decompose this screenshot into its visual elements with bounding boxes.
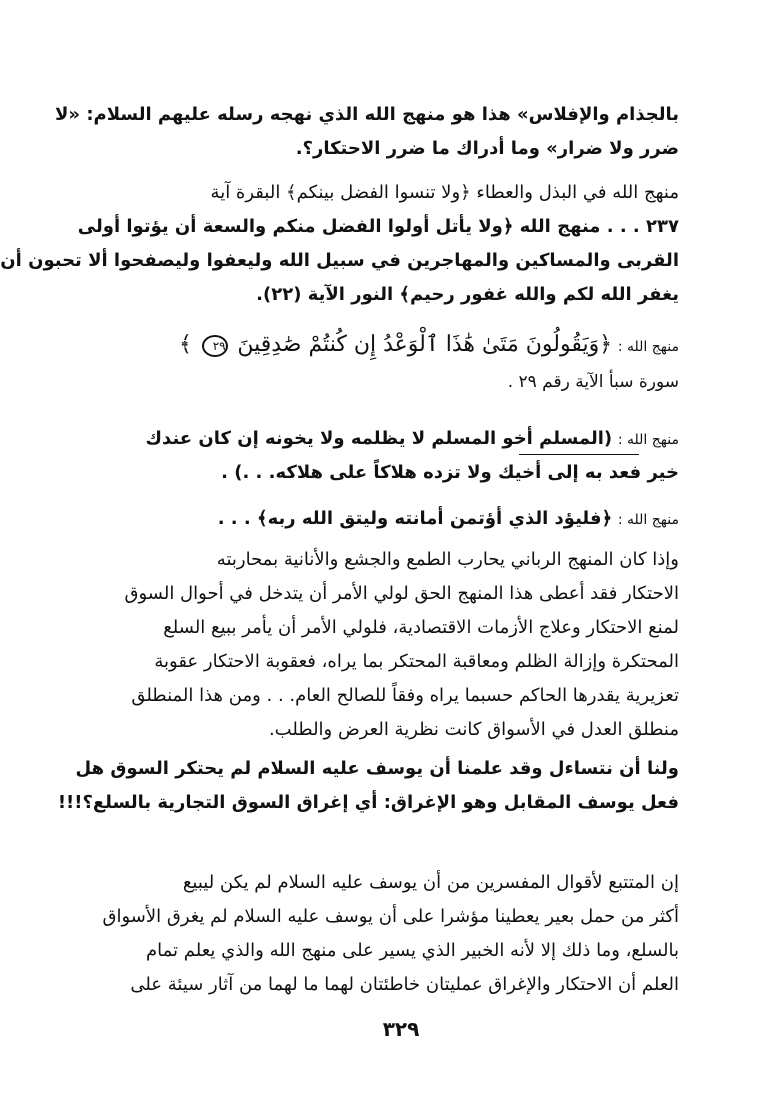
method-label: منهج الله : — [617, 339, 679, 355]
paragraph-5 — [119, 502, 679, 536]
text-line: تعزيرية يقدرها الحاكم حسبما يراه وفقاً للصالح العام. . . ومن هذا المنطلق — [131, 685, 679, 706]
text-line: سورة سبأ الآية رقم ٢٩ . — [507, 372, 679, 392]
text-line: بالجذام والإفلاس» هذا هو منهج الله الذي نهجه رسله عليهم السلام: «لا — [55, 104, 679, 125]
hadith-text: (المسلم أخو المسلم لا يظلمه ولا يخونه إن كان عندك — [145, 428, 613, 449]
paragraph-8 — [102, 866, 679, 1002]
text-line: بالسلع، وما ذلك إلا لأنه الخبير الذي يسير على منهج الله والذي يعلم تمام — [146, 940, 679, 961]
verse-close-bracket: ﴾ — [179, 332, 192, 357]
ayah-number-mark: ٢٩ — [202, 335, 228, 357]
text-line: فعل يوسف المقابل وهو الإغراق: أي إغراق السوق التجارية بالسلع؟!!! — [57, 792, 679, 813]
text-line: منطلق العدل في الأسواق كانت نظرية العرض والطلب. — [268, 719, 679, 740]
text-line: خير فعد به إلى أخيك ولا تزده هلاكاً على هلاكه. . .) . — [221, 462, 679, 483]
quran-verse: ﴿وَيَقُولُونَ مَتَىٰ هَٰذَا ٱلْوَعْدُ إِن كُنتُمْ صَٰدِقِينَ — [237, 332, 613, 357]
verse-text: ﴿فليؤد الذي أؤتمن أمانته وليتق الله ربه﴾ . . . — [217, 508, 613, 529]
text-line-with-label — [119, 502, 679, 536]
text-line: أكثر من حمل بعير يعطينا مؤشرا على أن يوسف عليه السلام لم يغرق الأسواق — [102, 906, 679, 927]
paragraph-2 — [0, 176, 679, 312]
paragraph-6 — [119, 543, 679, 747]
paragraph-3 — [119, 325, 679, 399]
text-line: القربى والمساكين والمهاجرين في سبيل الله وليعفوا وليصفحوا ألا تحبون أن — [0, 250, 679, 271]
hadith-line — [119, 422, 679, 456]
text-line: ٢٣٧ . . . منهج الله ﴿ولا يأتل أولوا الفضل منكم والسعة أن يؤتوا أولى — [77, 216, 679, 237]
text-line: لمنع الاحتكار وعلاج الأزمات الاقتصادية، فلولي الأمر أن يأمر ببيع السلع — [163, 617, 679, 638]
text-line: الاحتكار فقد أعطى هذا المنهج الحق لولي الأمر أن يتدخل في أحوال السوق — [124, 583, 679, 604]
text-line: منهج الله في البذل والعطاء ﴿ولا تنسوا الفضل بينكم﴾ البقرة آية — [210, 182, 679, 203]
text-line: ولنا أن نتساءل وقد علمنا أن يوسف عليه السلام لم يحتكر السوق هل — [75, 758, 679, 779]
text-line: يغفر الله لكم والله غفور رحيم﴾ النور الآية (٢٢). — [256, 284, 679, 305]
text-line: المحتكرة وإزالة الظلم ومعاقبة المحتكر بما يراه، فعقوبة الاحتكار عقوبة — [154, 651, 679, 672]
page-number: ٣٢٩ — [382, 1017, 420, 1041]
text-line: إن المتتبع لأقوال المفسرين من أن يوسف عليه السلام لم يكن ليبيع — [182, 872, 679, 893]
paragraph-7 — [57, 752, 679, 820]
text-line: ضرر ولا ضرار» وما أدراك ما ضرر الاحتكار؟. — [295, 138, 679, 159]
underline — [519, 454, 639, 455]
text-line: وإذا كان المنهج الرباني يحارب الطمع والجشع والأنانية بمحاربته — [216, 549, 679, 570]
paragraph-4 — [119, 422, 679, 490]
paragraph-1 — [55, 98, 679, 166]
method-label: منهج الله : — [617, 432, 679, 448]
verse-line — [119, 325, 679, 365]
text-line: العلم أن الاحتكار والإغراق عمليتان خاطئتان لهما ما لهما من آثار سيئة على — [130, 974, 679, 995]
method-label: منهج الله : — [617, 512, 679, 528]
